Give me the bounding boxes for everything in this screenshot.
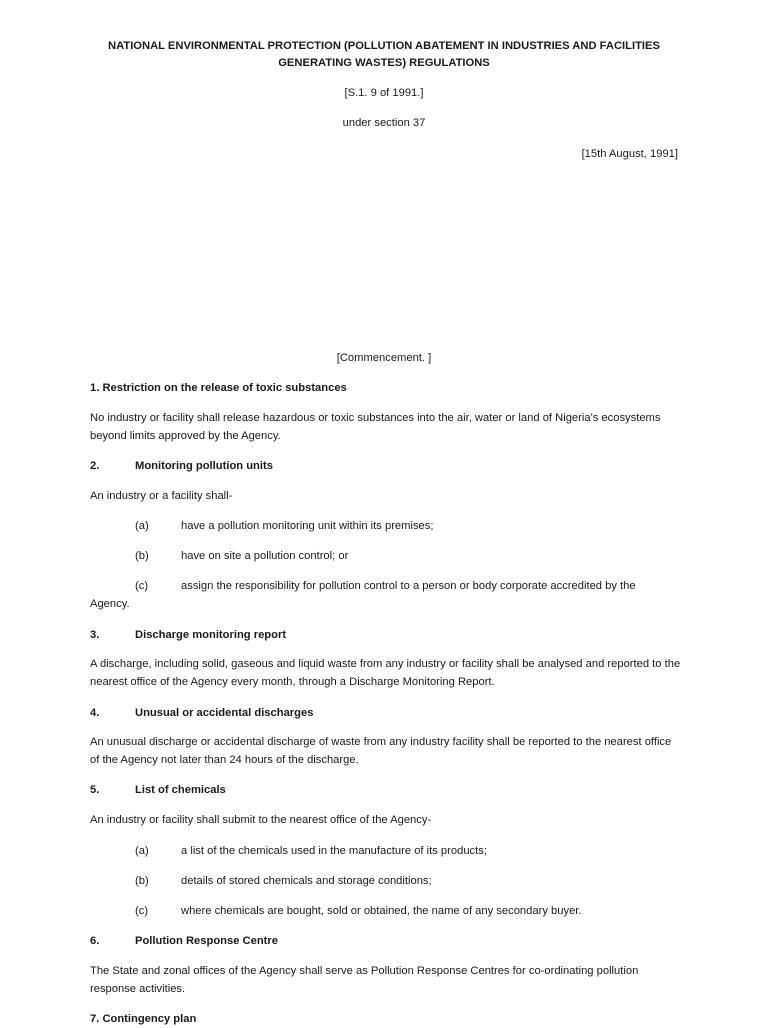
section-2-item-a-label: (a) <box>135 520 149 532</box>
section-3-number: 3. <box>90 629 100 641</box>
section-3-title: Discharge monitoring report <box>135 629 287 641</box>
section-5-item-b-text: details of stored chemicals and storage conditions; <box>181 875 432 887</box>
section-5-intro: An industry or facility shall submit to the nearest office of the Agency- <box>90 814 432 826</box>
section-6-number: 6. <box>90 935 100 947</box>
section-5-item-c-text: where chemicals are bought, sold or obtained, the name of any secondary buyer. <box>181 905 582 917</box>
section-2-title: Monitoring pollution units <box>135 460 273 472</box>
section-2-item-c-text: assign the responsibility for pollution control to a person or body corporate accredited by the <box>181 580 636 592</box>
section-7-heading: 7. Contingency plan <box>90 1013 197 1025</box>
section-5-item-a-label: (a) <box>135 845 149 857</box>
section-2-item-b-text: have on site a pollution control; or <box>181 550 349 562</box>
document-date: [15th August, 1991] <box>581 148 678 160</box>
section-4-body: An unusual discharge or accidental discharge of waste from any industry facility shall be reported to the nearest office of the Agency not later than 24 hours of the discharge. <box>90 736 672 766</box>
section-4-title: Unusual or accidental discharges <box>135 707 314 719</box>
section-6-title: Pollution Response Centre <box>135 935 278 947</box>
section-6-body: The State and zonal offices of the Agency shall serve as Pollution Response Centres for co-ordinating pollution response activities. <box>90 965 639 995</box>
section-2-item-c-continuation: Agency. <box>90 598 130 610</box>
section-2-number: 2. <box>90 460 100 472</box>
section-2-item-c-label: (c) <box>135 580 149 592</box>
section-5-item-a-text: a list of the chemicals used in the manufacture of its products; <box>181 845 487 857</box>
section-5-title: List of chemicals <box>135 784 226 796</box>
section-2-item-a-text: have a pollution monitoring unit within its premises; <box>181 520 434 532</box>
enabling-section: under section 37 <box>342 117 426 129</box>
section-2-item-b-label: (b) <box>135 550 149 562</box>
section-5-item-c-label: (c) <box>135 905 149 917</box>
section-4-number: 4. <box>90 707 100 719</box>
section-5-number: 5. <box>90 784 100 796</box>
section-5-item-b-label: (b) <box>135 875 149 887</box>
section-2-intro: An industry or a facility shall- <box>90 490 233 502</box>
document-title-line-1: NATIONAL ENVIRONMENTAL PROTECTION (POLLUTION ABATEMENT IN INDUSTRIES AND FACILITIES <box>108 40 660 52</box>
commencement-note: [Commencement. ] <box>336 352 432 364</box>
instrument-number: [S.1. 9 of 1991.] <box>344 87 424 99</box>
section-1-body: No industry or facility shall release hazardous or toxic substances into the air, water or land of Nigeria's ecosystems beyond limits approved by the Agency. <box>90 412 661 442</box>
section-3-body: A discharge, including solid, gaseous and liquid waste from any industry or facility shall be analysed and reported to the nearest office of the Agency every month, through a Discharge Monitoring Report. <box>90 658 681 688</box>
section-1-heading: 1. Restriction on the release of toxic substances <box>90 382 347 394</box>
document-title-line-2: GENERATING WASTES) REGULATIONS <box>278 57 490 69</box>
